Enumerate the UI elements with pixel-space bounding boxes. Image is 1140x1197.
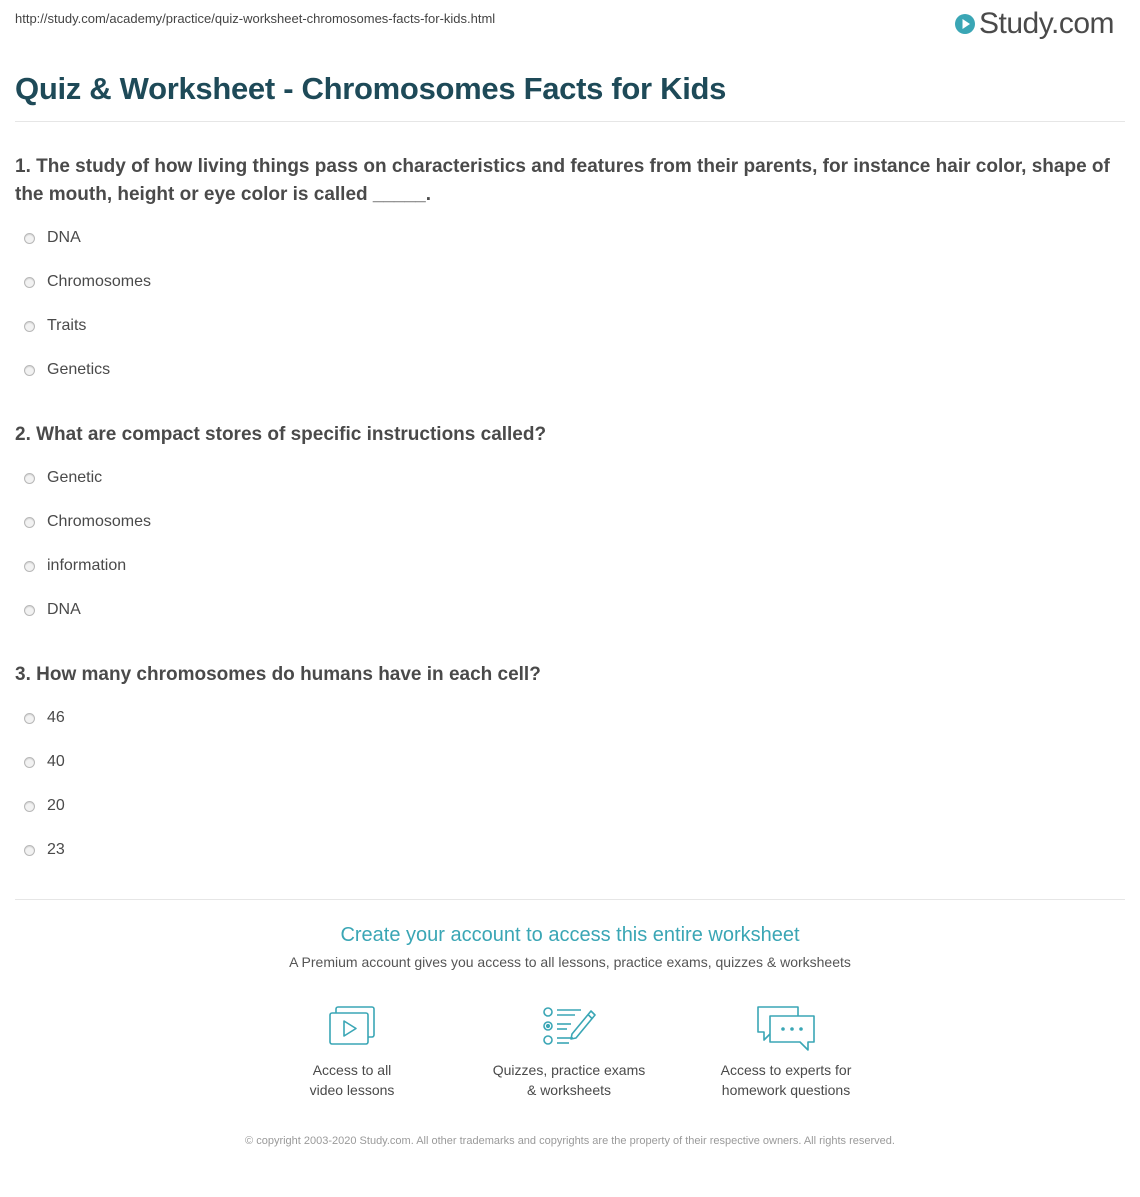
- q2-option-4[interactable]: [24, 601, 81, 619]
- q3-option-2[interactable]: [24, 753, 65, 771]
- option-label: DNA: [47, 229, 81, 246]
- radio-button[interactable]: [24, 321, 35, 332]
- radio-button[interactable]: [24, 517, 35, 528]
- section-divider: [15, 899, 1125, 900]
- option-label: 20: [47, 797, 65, 814]
- feature-label: Quizzes, practice exams & worksheets: [492, 1062, 646, 1098]
- cta-title[interactable]: Create your account to access this entire worksheet: [340, 924, 800, 946]
- q2-option-2[interactable]: [24, 513, 151, 531]
- option-label: 40: [47, 753, 65, 770]
- option-label: DNA: [47, 601, 81, 618]
- q2-option-1[interactable]: [24, 469, 102, 487]
- feature-label: Access to all video lessons: [309, 1062, 395, 1098]
- radio-button[interactable]: [24, 365, 35, 376]
- q3-option-1[interactable]: [24, 709, 65, 727]
- q1-option-2[interactable]: [24, 273, 151, 291]
- radio-button[interactable]: [24, 713, 35, 724]
- option-label: Traits: [47, 317, 87, 334]
- radio-button[interactable]: [24, 561, 35, 572]
- title-divider: [15, 121, 1125, 122]
- question-3: 3. How many chromosomes do humans have in each cell?: [15, 664, 541, 685]
- radio-button[interactable]: [24, 757, 35, 768]
- radio-button[interactable]: [24, 845, 35, 856]
- study-logo[interactable]: [954, 6, 1114, 42]
- question-1: 1. The study of how living things pass on characteristics and features from their parents, for instance hair color, shape of the mouth, height or eye color is called _____.: [15, 156, 1110, 205]
- radio-button[interactable]: [24, 801, 35, 812]
- logo-text: Study.com: [979, 7, 1114, 40]
- q1-option-3[interactable]: [24, 317, 86, 335]
- option-label: 23: [47, 841, 65, 858]
- option-label: 46: [47, 709, 65, 726]
- page-title: Quiz & Worksheet - Chromosomes Facts for Kids: [15, 71, 727, 106]
- chat-bubbles-icon: [754, 1004, 818, 1054]
- feature-experts: [686, 1004, 886, 1100]
- option-label: Chromosomes: [47, 273, 152, 290]
- page-url: http://study.com/academy/practice/quiz-worksheet-chromosomes-facts-for-kids.html: [15, 11, 496, 26]
- option-label: information: [47, 557, 127, 574]
- copyright-text: © copyright 2003-2020 Study.com. All other trademarks and copyrights are the property of their respective owners. All rights reserved.: [245, 1135, 895, 1147]
- cta-subtitle: A Premium account gives you access to all lessons, practice exams, quizzes & worksheets: [289, 954, 851, 970]
- option-label: Genetic: [47, 469, 103, 486]
- q3-option-4[interactable]: [24, 841, 65, 859]
- radio-button[interactable]: [24, 605, 35, 616]
- feature-video-lessons: [252, 1004, 452, 1100]
- q1-option-4[interactable]: [24, 361, 110, 379]
- q1-option-1[interactable]: [24, 229, 81, 247]
- radio-button[interactable]: [24, 473, 35, 484]
- question-2: 2. What are compact stores of specific instructions called?: [15, 424, 547, 445]
- video-lessons-icon: [326, 1004, 378, 1048]
- quiz-checklist-icon: [541, 1004, 597, 1048]
- radio-button[interactable]: [24, 277, 35, 288]
- feature-label: Access to experts for homework questions: [720, 1062, 852, 1098]
- radio-button[interactable]: [24, 233, 35, 244]
- q3-option-3[interactable]: [24, 797, 65, 815]
- play-logo-icon: [954, 13, 976, 35]
- option-label: Genetics: [47, 361, 111, 378]
- feature-quizzes: [469, 1004, 669, 1100]
- option-label: Chromosomes: [47, 513, 152, 530]
- q2-option-3[interactable]: [24, 557, 126, 575]
